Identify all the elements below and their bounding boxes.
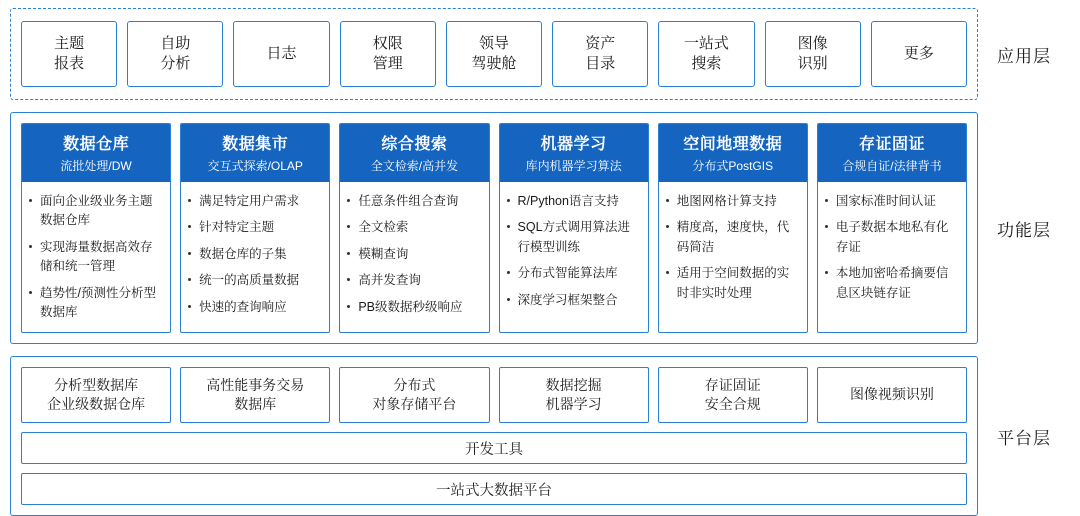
app-card[interactable] (340, 21, 436, 87)
platform-layer (10, 356, 1070, 516)
app-card-line1: 自助 (160, 34, 191, 52)
platform-card[interactable] (180, 367, 330, 423)
platform-bar-bigdata-platform[interactable]: 一站式大数据平台 (21, 473, 967, 505)
app-card-line2: 识别 (797, 55, 828, 72)
func-column[interactable] (339, 123, 489, 333)
application-layer-cards (10, 8, 978, 100)
application-layer (10, 8, 1070, 100)
platform-card-line1: 存证固证 (704, 376, 761, 393)
platform-bar-dev-tools[interactable]: 开发工具 (21, 432, 967, 464)
list-item: 统一的高质量数据 (197, 271, 321, 290)
list-item: 实现海量数据高效存储和统一管理 (38, 238, 162, 277)
app-card[interactable] (233, 21, 329, 87)
app-card[interactable] (446, 21, 542, 87)
func-column-list (500, 182, 648, 320)
list-item: 趋势性/预测性分析型数据库 (38, 284, 162, 323)
platform-card-line1: 数据挖掘 (545, 376, 602, 393)
functional-layer-label: 功能层 (997, 220, 1051, 240)
app-card-line1: 主题 (54, 34, 85, 52)
platform-card[interactable] (817, 367, 967, 423)
platform-card[interactable] (658, 367, 808, 423)
platform-cards (21, 367, 967, 423)
platform-card-line1: 分布式 (393, 376, 436, 393)
func-column-list (22, 182, 170, 332)
func-column-header (659, 124, 807, 182)
app-card-line1: 图像 (797, 34, 828, 52)
app-card-line1: 日志 (266, 44, 297, 62)
platform-card[interactable] (21, 367, 171, 423)
list-item: SQL方式调用算法进行模型训练 (516, 218, 640, 257)
app-card-line1: 领导 (478, 34, 509, 52)
platform-card-line1: 分析型数据库 (54, 376, 139, 393)
app-card[interactable] (871, 21, 967, 87)
app-card-line1: 权限 (372, 34, 403, 52)
func-column-list (818, 182, 966, 313)
func-column-subtitle: 合规自证/法律背书 (842, 159, 942, 173)
func-column-title: 机器学习 (540, 136, 607, 153)
func-column-list (340, 182, 488, 327)
func-column-subtitle: 分布式PostGIS (692, 159, 774, 173)
list-item: 地图网格计算支持 (675, 192, 799, 211)
func-column-header (818, 124, 966, 182)
app-card-line1: 一站式 (683, 34, 729, 52)
list-item: 全文检索 (356, 218, 480, 237)
func-column-header (22, 124, 170, 182)
platform-card-line2: 对象存储平台 (372, 396, 457, 413)
app-card-line1: 更多 (903, 44, 934, 62)
application-layer-label: 应用层 (997, 46, 1051, 66)
list-item: 面向企业级业务主题数据仓库 (38, 192, 162, 231)
app-card[interactable] (658, 21, 754, 87)
list-item: 适用于空间数据的实时非实时处理 (675, 264, 799, 303)
list-item: R/Python语言支持 (516, 192, 640, 211)
func-column-title: 空间地理数据 (683, 136, 783, 153)
func-column-title: 数据仓库 (63, 136, 130, 153)
app-card[interactable] (21, 21, 117, 87)
func-column-title: 数据集市 (222, 136, 289, 153)
list-item: 国家标准时间认证 (834, 192, 958, 211)
func-column-title: 综合搜索 (381, 136, 448, 153)
func-column-header (181, 124, 329, 182)
app-card-line2: 管理 (372, 55, 403, 72)
list-item: 快速的查询响应 (197, 298, 321, 317)
list-item: 精度高，速度快，代码简洁 (675, 218, 799, 257)
platform-card-line2: 机器学习 (545, 396, 602, 413)
platform-card-line2: 数据库 (234, 396, 277, 413)
app-card[interactable] (552, 21, 648, 87)
list-item: 任意条件组合查询 (356, 192, 480, 211)
platform-card-line2: 企业级数据仓库 (47, 396, 146, 413)
list-item: 模糊查询 (356, 245, 480, 264)
func-column-subtitle: 流批处理/DW (60, 159, 132, 173)
app-card-line2: 分析 (160, 55, 191, 72)
func-column-subtitle: 全文检索/高并发 (370, 159, 459, 173)
list-item: 满足特定用户需求 (197, 192, 321, 211)
functional-layer-columns (10, 112, 978, 344)
app-card-line2: 驾驶舱 (471, 55, 517, 72)
app-card[interactable] (765, 21, 861, 87)
func-column[interactable] (180, 123, 330, 333)
list-item: 分布式智能算法库 (516, 264, 640, 283)
list-item: 高并发查询 (356, 271, 480, 290)
list-item: 电子数据本地私有化存证 (834, 218, 958, 257)
list-item: PB级数据秒级响应 (356, 298, 480, 317)
functional-layer (10, 112, 1070, 344)
func-column[interactable] (658, 123, 808, 333)
list-item: 深度学习框架整合 (516, 291, 640, 310)
func-column-header (500, 124, 648, 182)
list-item: 针对特定主题 (197, 218, 321, 237)
func-column-header (340, 124, 488, 182)
app-card-line1: 资产 (585, 34, 616, 52)
platform-card-line1: 图像视频识别 (849, 386, 934, 403)
app-card[interactable] (127, 21, 223, 87)
func-column-list (659, 182, 807, 313)
func-column[interactable] (499, 123, 649, 333)
func-column-list (181, 182, 329, 327)
func-column[interactable] (817, 123, 967, 333)
func-column[interactable] (21, 123, 171, 333)
list-item: 本地加密哈希摘要信息区块链存证 (834, 264, 958, 303)
app-card-line2: 报表 (54, 55, 85, 72)
platform-card[interactable] (499, 367, 649, 423)
platform-card-line1: 高性能事务交易 (206, 376, 305, 393)
func-column-subtitle: 交互式探索/OLAP (207, 159, 303, 173)
app-card-line2: 目录 (585, 55, 616, 72)
platform-layer-body (10, 356, 978, 516)
platform-card[interactable] (339, 367, 489, 423)
func-column-subtitle: 库内机器学习算法 (525, 159, 622, 173)
app-card-line2: 搜索 (691, 55, 722, 72)
list-item: 数据仓库的子集 (197, 245, 321, 264)
platform-card-line2: 安全合规 (704, 396, 761, 413)
platform-layer-label: 平台层 (997, 428, 1051, 448)
func-column-title: 存证固证 (858, 136, 925, 153)
